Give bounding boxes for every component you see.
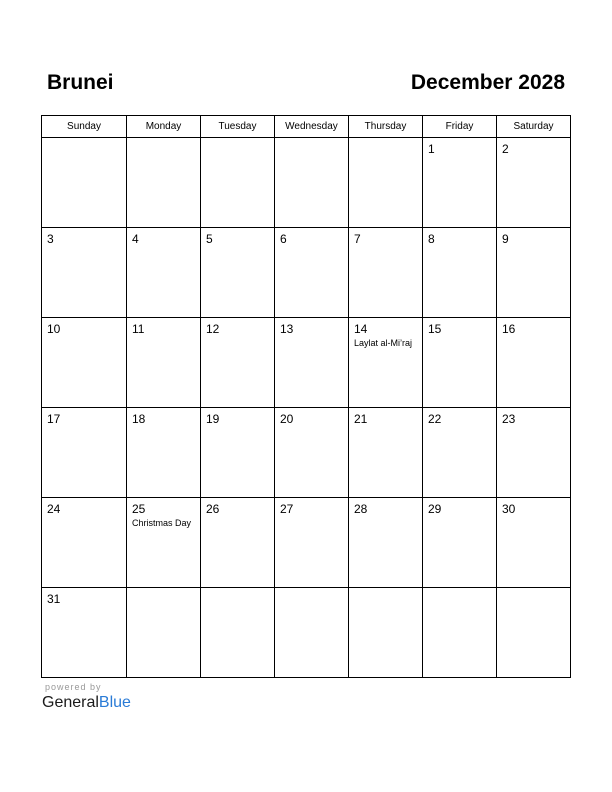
week-row <box>42 498 571 588</box>
weekday-saturday: Saturday <box>497 116 571 138</box>
weekday-tuesday: Tuesday <box>201 116 275 138</box>
empty-day-cell <box>423 588 497 678</box>
day-number: 4 <box>132 232 139 246</box>
week-row <box>42 408 571 498</box>
day-number: 16 <box>502 322 516 336</box>
empty-day-cell <box>201 588 275 678</box>
weekday-monday: Monday <box>127 116 201 138</box>
empty-day-cell <box>275 588 349 678</box>
day-cell <box>42 588 127 678</box>
day-number: 26 <box>206 502 220 516</box>
day-number: 9 <box>502 232 509 246</box>
day-number: 2 <box>502 142 509 156</box>
country-title: Brunei <box>47 71 114 94</box>
day-cell <box>349 408 423 498</box>
day-number: 24 <box>47 502 61 516</box>
day-number: 3 <box>47 232 54 246</box>
day-cell <box>42 228 127 318</box>
week-row <box>42 318 571 408</box>
day-number: 18 <box>132 412 146 426</box>
brand-general-text: General <box>42 694 99 711</box>
day-cell <box>201 498 275 588</box>
day-cell <box>201 318 275 408</box>
day-number: 12 <box>206 322 220 336</box>
weekday-friday: Friday <box>423 116 497 138</box>
week-row <box>42 228 571 318</box>
day-number: 6 <box>280 232 287 246</box>
day-number: 10 <box>47 322 61 336</box>
day-cell <box>275 408 349 498</box>
day-cell <box>497 138 571 228</box>
empty-day-cell <box>127 138 201 228</box>
day-number: 1 <box>428 142 435 156</box>
day-cell <box>349 318 423 408</box>
weekday-wednesday: Wednesday <box>275 116 349 138</box>
day-number: 17 <box>47 412 61 426</box>
day-cell <box>42 498 127 588</box>
day-cell <box>497 408 571 498</box>
weekday-sunday: Sunday <box>42 116 127 138</box>
day-number: 15 <box>428 322 442 336</box>
day-number: 7 <box>354 232 361 246</box>
calendar-grid <box>41 115 571 678</box>
brand-blue-text: Blue <box>98 694 131 711</box>
holiday-label: Laylat al-Mi’raj <box>354 338 413 348</box>
day-number: 31 <box>47 592 61 606</box>
day-cell <box>423 228 497 318</box>
generalblue-logo <box>42 694 131 712</box>
empty-day-cell <box>275 138 349 228</box>
holiday-label: Christmas Day <box>132 518 192 528</box>
day-cell <box>127 408 201 498</box>
day-cell <box>423 318 497 408</box>
day-cell <box>423 408 497 498</box>
empty-day-cell <box>497 588 571 678</box>
day-number: 22 <box>428 412 442 426</box>
empty-day-cell <box>349 138 423 228</box>
day-number: 14 <box>354 322 368 336</box>
day-cell <box>127 228 201 318</box>
week-row <box>42 138 571 228</box>
day-number: 27 <box>280 502 294 516</box>
weekday-header-row <box>42 116 571 138</box>
empty-day-cell <box>42 138 127 228</box>
day-number: 21 <box>354 412 368 426</box>
day-cell <box>275 498 349 588</box>
day-number: 25 <box>132 502 146 516</box>
day-cell <box>201 228 275 318</box>
day-cell <box>349 228 423 318</box>
day-cell <box>201 408 275 498</box>
day-number: 30 <box>502 502 516 516</box>
month-year-title: December 2028 <box>410 71 565 94</box>
day-number: 28 <box>354 502 368 516</box>
day-number: 19 <box>206 412 220 426</box>
day-cell <box>423 498 497 588</box>
powered-by-label: powered by <box>45 682 102 692</box>
day-cell <box>497 498 571 588</box>
day-number: 29 <box>428 502 442 516</box>
day-number: 13 <box>280 322 294 336</box>
day-cell <box>275 318 349 408</box>
day-cell <box>127 318 201 408</box>
day-cell <box>349 498 423 588</box>
day-cell <box>423 138 497 228</box>
day-number: 5 <box>206 232 213 246</box>
day-cell <box>497 318 571 408</box>
week-row <box>42 588 571 678</box>
day-cell <box>127 498 201 588</box>
day-number: 11 <box>132 322 145 336</box>
day-number: 8 <box>428 232 435 246</box>
day-cell <box>42 318 127 408</box>
weekday-thursday: Thursday <box>349 116 423 138</box>
empty-day-cell <box>127 588 201 678</box>
empty-day-cell <box>349 588 423 678</box>
empty-day-cell <box>201 138 275 228</box>
day-number: 20 <box>280 412 294 426</box>
day-cell <box>275 228 349 318</box>
day-cell <box>497 228 571 318</box>
day-number: 23 <box>502 412 516 426</box>
day-cell <box>42 408 127 498</box>
